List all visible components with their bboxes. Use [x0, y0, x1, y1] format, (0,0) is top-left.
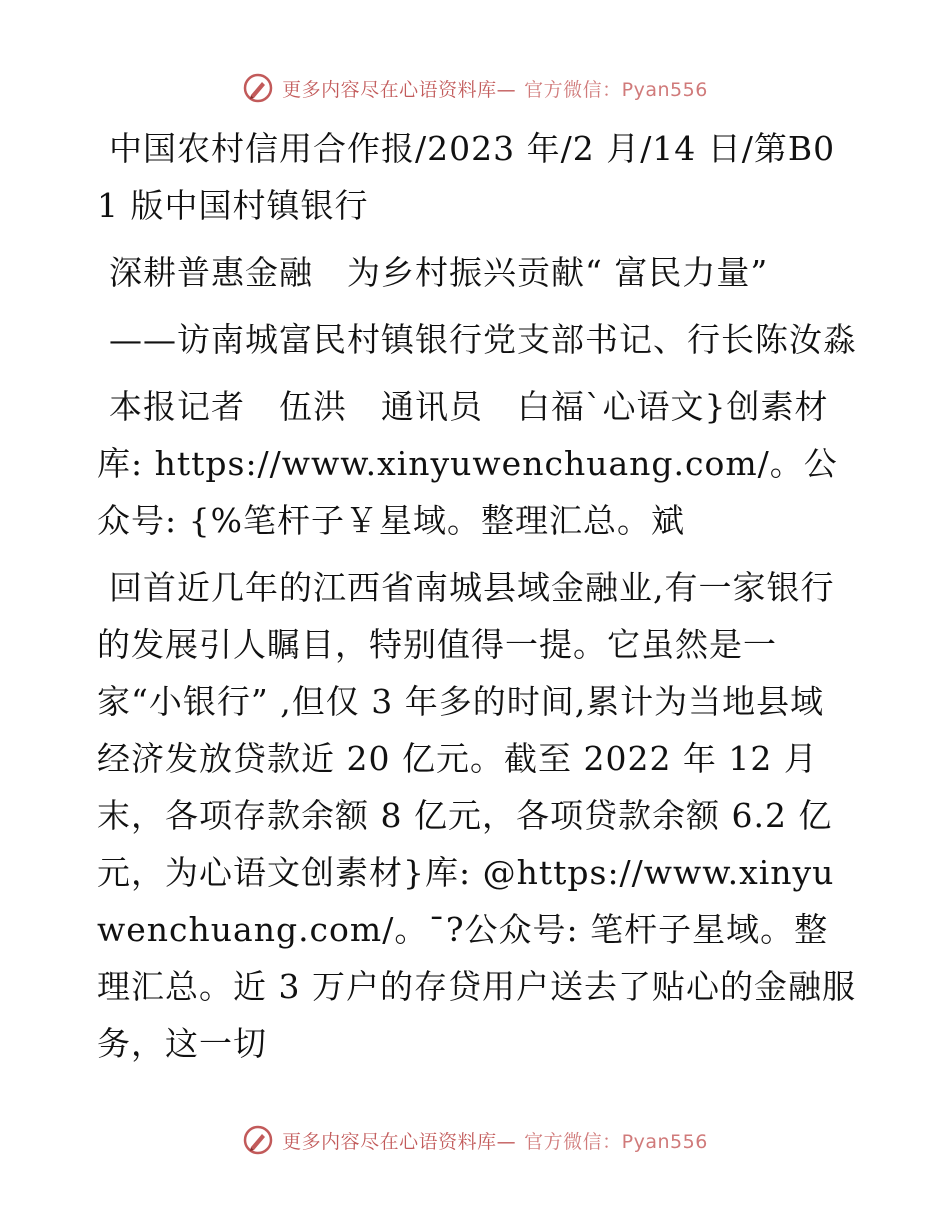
article-byline: 本报记者 伍洪 通讯员 白福`心语文}创素材库: https://www.xinyuwenchuang.com/。公众号: {%笔杆子￥星域。整理汇总。斌 [97, 387, 838, 540]
watermark-footer [0, 1124, 950, 1156]
watermark-contact: 官方微信：Pyan556 [524, 1130, 708, 1153]
pen-logo-icon [242, 1124, 274, 1156]
pen-logo-icon [242, 72, 274, 104]
article-body [97, 120, 857, 1072]
article-title: 深耕普惠金融 为乡村振兴贡献“ 富民力量” [109, 253, 769, 292]
publication-header: 中国农村信用合作报/2023 年/2 月/14 日/第B01 版中国村镇银行 [97, 129, 836, 225]
article-subtitle: ——访南城富民村镇银行党支部书记、行长陈汝淼 [109, 320, 857, 359]
watermark-text: 更多内容尽在心语资料库— [282, 1130, 517, 1153]
article-paragraph: 回首近几年的江西省南城县域金融业,有一家银行的发展引人瞩目，特别值得一提。它虽然是一家“小银行” ,但仅 3 年多的时间,累计为当地县域经济发放贷款近 20 亿元。截至 2022 年 12 月末，各项存款余额 8 亿元，各项贷款余额 6.2 亿元，为心语文创素材}库: @https://www.xinyuwenchuang.com/。¯?公众号: 笔杆子星域。整理汇总。近 3 万户的存贷用户送去了贴心的金融服务，这一切 [97, 568, 856, 1063]
watermark-contact: 官方微信：Pyan556 [524, 78, 708, 101]
watermark-text: 更多内容尽在心语资料库— [282, 78, 517, 101]
watermark-header [0, 72, 950, 104]
